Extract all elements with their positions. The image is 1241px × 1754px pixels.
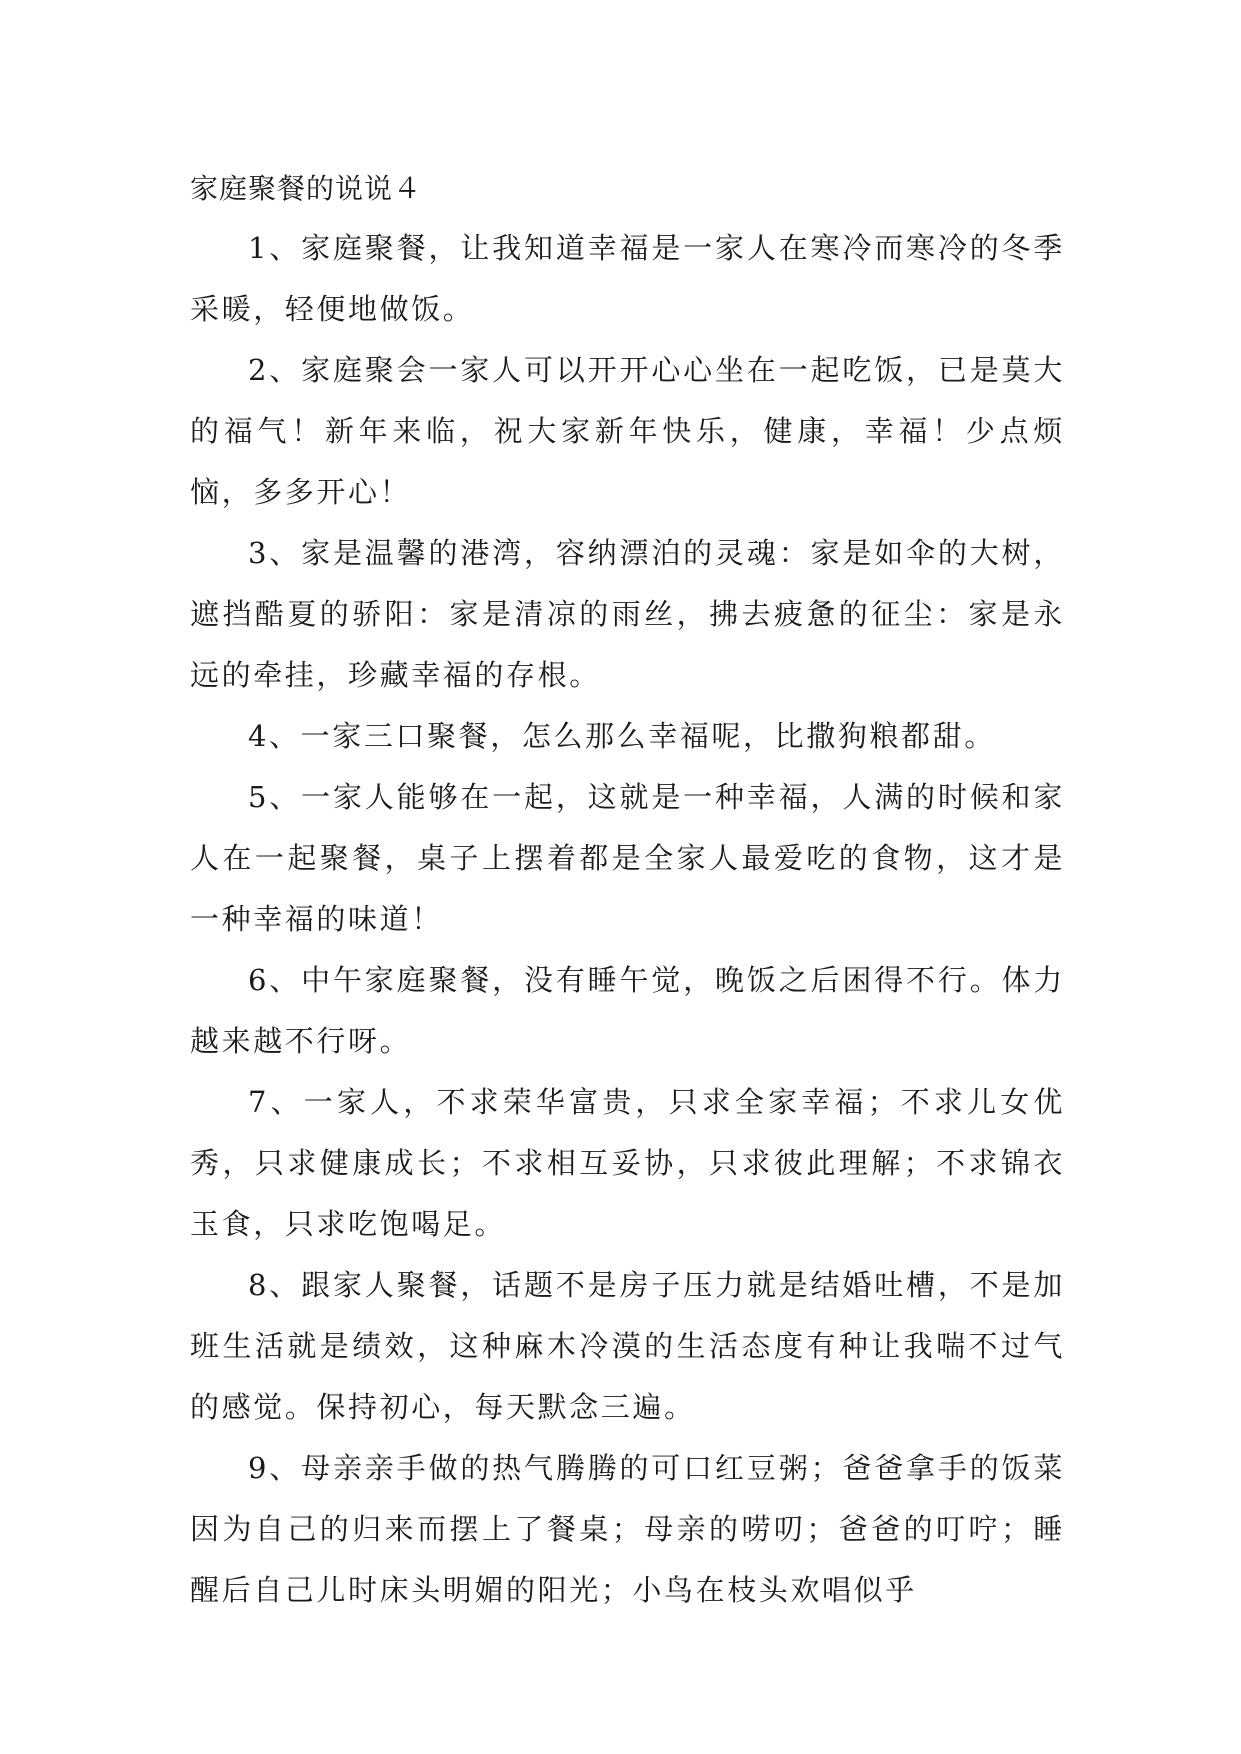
paragraph-9: 9、母亲亲手做的热气腾腾的可口红豆粥；爸爸拿手的饭菜因为自己的归来而摆上了餐桌；母亲的唠叨；爸爸的叮咛；睡醒后自己儿时床头明媚的阳光；小鸟在枝头欢唱似乎 xyxy=(190,1451,1065,1607)
paragraph-7: 7、一家人，不求荣华富贵，只求全家幸福；不求儿女优秀，只求健康成长；不求相互妥协，只求彼此理解；不求锦衣玉食，只求吃饱喝足。 xyxy=(190,1085,1065,1241)
paragraph-1: 1、家庭聚餐，让我知道幸福是一家人在寒冷而寒冷的冬季采暖，轻便地做饭。 xyxy=(190,231,1065,326)
paragraph-4: 4、一家三口聚餐，怎么那么幸福呢，比撒狗粮都甜。 xyxy=(248,719,996,753)
paragraph-3: 3、家是温馨的港湾，容纳漂泊的灵魂：家是如伞的大树，遮挡酷夏的骄阳：家是清凉的雨丝，拂去疲惫的征尘：家是永远的牵挂，珍藏幸福的存根。 xyxy=(190,536,1065,692)
document-title: 家庭聚餐的说说４ xyxy=(190,172,423,205)
paragraph-6: 6、中午家庭聚餐，没有睡午觉，晚饭之后困得不行。体力越来越不行呀。 xyxy=(190,963,1065,1058)
paragraph-5: 5、一家人能够在一起，这就是一种幸福，人满的时候和家人在一起聚餐，桌子上摆着都是全家人最爱吃的食物，这才是一种幸福的味道！ xyxy=(190,780,1065,936)
paragraph-2: 2、家庭聚会一家人可以开开心心坐在一起吃饭，已是莫大的福气！新年来临，祝大家新年快乐，健康，幸福！少点烦恼，多多开心！ xyxy=(190,353,1065,509)
paragraph-8: 8、跟家人聚餐，话题不是房子压力就是结婚吐槽，不是加班生活就是绩效，这种麻木冷漠的生活态度有种让我喘不过气的感觉。保持初心，每天默念三遍。 xyxy=(190,1268,1065,1424)
document-page xyxy=(190,160,1065,1621)
